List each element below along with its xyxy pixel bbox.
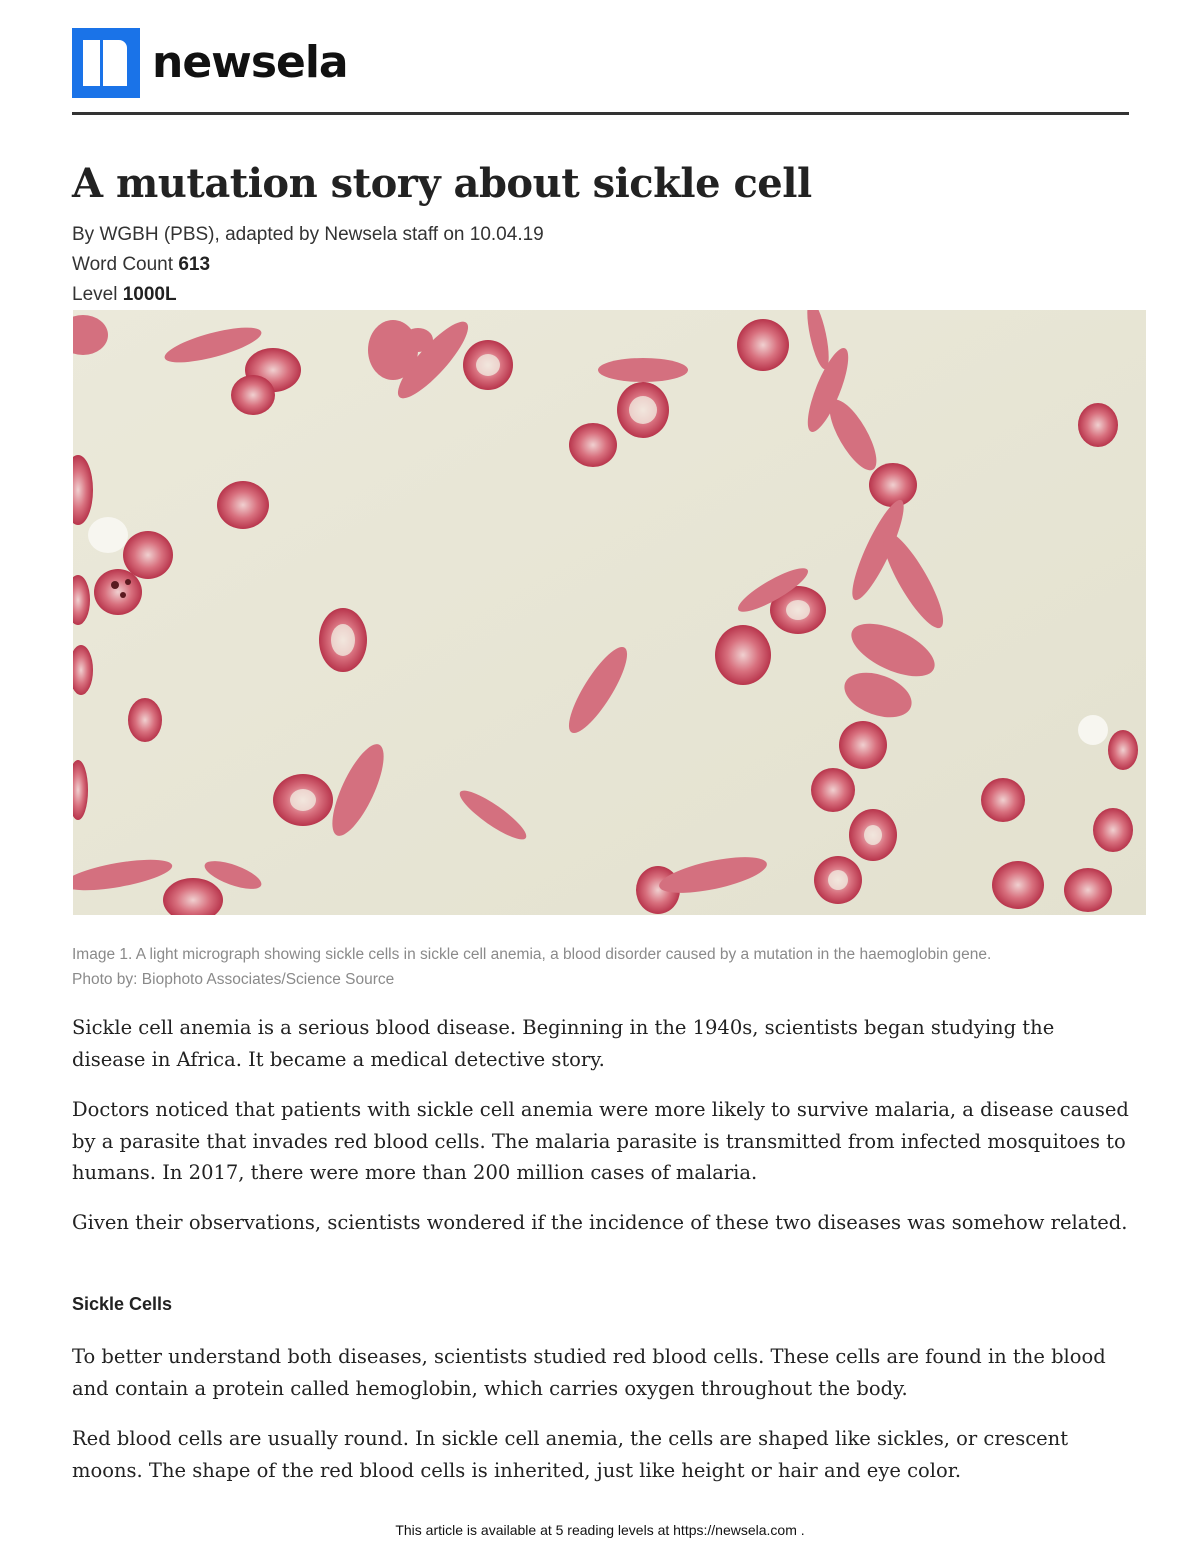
section-heading: Sickle Cells [72, 1294, 173, 1314]
body-paragraph-4: To better understand both diseases, scientists studied red blood cells. These cells are found in the blood and contain a protein called hemoglobin, which carries oxygen throughout the body. [72, 1345, 1106, 1400]
article-title: A mutation story about sickle cell [72, 160, 812, 207]
reading-level-label: Level [72, 284, 118, 305]
word-count-value: 613 [178, 254, 211, 275]
body-paragraph-3: Given their observations, scientists wondered if the incidence of these two diseases was somehow related. [72, 1211, 1128, 1234]
header-divider [72, 112, 1129, 115]
body-paragraph-2: Doctors noticed that patients with sickle cell anemia were more likely to survive malaria, a disease caused by a parasite that invades red blood cells. The malaria parasite is transmitted from infected mosquitoes to humans. In 2017, there were more than 200 million cases of malaria. [72, 1098, 1129, 1184]
word-count-label: Word Count [72, 254, 174, 275]
article-byline: By WGBH (PBS), adapted by Newsela staff on 10.04.19 [72, 224, 544, 245]
micrograph-image [73, 310, 1146, 915]
caption-text: Image 1. A light micrograph showing sickle cells in sickle cell anemia, a blood disorder caused by a mutation in the haemoglobin gene. [72, 946, 992, 963]
page-footer: This article is available at 5 reading levels at https://newsela.com . [395, 1522, 805, 1538]
sickle-cell-micrograph [73, 310, 1146, 915]
body-paragraph-1: Sickle cell anemia is a serious blood disease. Beginning in the 1940s, scientists began studying the disease in Africa. It became a medical detective story. [72, 1016, 1055, 1071]
reading-level [72, 284, 177, 306]
image-caption [72, 942, 1132, 992]
photo-credit: Photo by: Biophoto Associates/Science Source [72, 971, 395, 988]
newsela-wordmark: newsela [152, 37, 348, 88]
newsela-logo[interactable] [72, 28, 348, 98]
reading-level-value: 1000L [122, 284, 177, 305]
body-paragraph-5: Red blood cells are usually round. In sickle cell anemia, the cells are shaped like sickles, or crescent moons. The shape of the red blood cells is inherited, just like height or hair and eye color. [72, 1427, 1069, 1482]
newsela-logo-icon [72, 28, 140, 98]
word-count [72, 254, 210, 276]
